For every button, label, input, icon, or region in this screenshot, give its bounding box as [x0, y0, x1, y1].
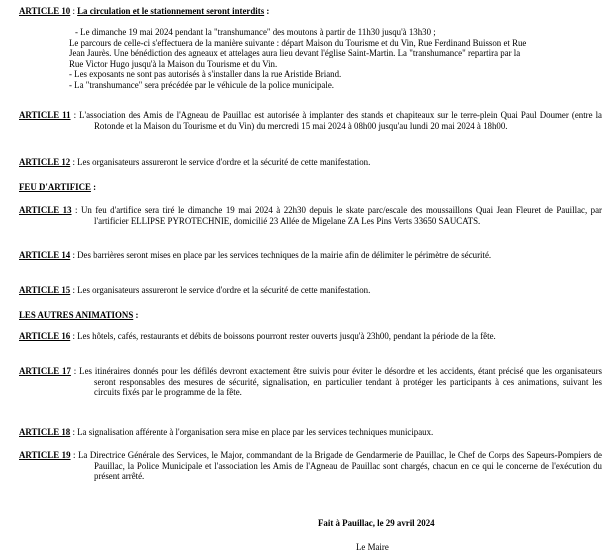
- list-item: Le parcours de celle-ci s'effectuera de la manière suivante : départ Maison du Tourisme et du Vin, Rue Ferdinand Buisson et Rue Jean Jaurès. Une bénédiction des agneaux et attelages aura lieu devant l'église Saint-Martin. La "transhumance" repartira par la Rue Victor Hugo jusqu'à la Maison du Tourisme et du Vin.: [69, 37, 527, 69]
- article-text: : Les hôtels, cafés, restaurants et débits de boissons pourront rester ouverts jusqu'à 23h00, pendant la période de la fête.: [70, 331, 496, 341]
- article-label: ARTICLE 13: [19, 205, 72, 215]
- article-label: ARTICLE 11: [19, 110, 71, 120]
- article-text: : Un feu d'artifice sera tiré le dimanche 19 mai 2024 à 22h30 depuis le skate parc/escale des moussaillons Quai Jean Fleuret de Pauillac, par l'artificier ELLIPSE PYROTECHNIE, domicilié 23 Allée de Migelane ZA Les Pins Verts 33650 SAUCATS.: [71, 205, 602, 226]
- article-11: [19, 110, 602, 131]
- list-item: - Les exposants ne sont pas autorisés à s'installer dans la rue Aristide Briand.: [69, 69, 342, 80]
- article-16: [19, 331, 602, 342]
- list-item: - La "transhumance" sera précédée par le véhicule de la police municipale.: [69, 79, 334, 90]
- article-label: ARTICLE 12: [19, 157, 71, 167]
- article-text: : Les organisateurs assureront le service d'ordre et la sécurité de cette manifestation.: [70, 285, 371, 295]
- article-15: [19, 285, 602, 296]
- article-14: [19, 250, 602, 261]
- article-text: : La Directrice Générale des Services, le Major, commandant de la Brigade de Gendarmerie de Pauillac, le Chef de Corps des Sapeurs-Pompiers de Pauillac, la Police Municipale et l'association les Amis de l'Agneau de Pauillac sont chargés, chacun en ce qui le concerne de l'exécution du présent arrêté.: [70, 450, 602, 482]
- list-item: - Le dimanche 19 mai 2024 pendant la "transhumance" des moutons à partir de 11h30 jusqu'à 13h30 ;: [75, 27, 436, 37]
- article-label: ARTICLE 16: [19, 331, 71, 341]
- article-label: ARTICLE 10: [19, 6, 71, 16]
- article-text: : Des barrières seront mises en place par les services techniques de la mairie afin de délimiter le périmètre de sécurité.: [70, 250, 492, 260]
- article-label: ARTICLE 17: [19, 366, 71, 376]
- article-label: ARTICLE 19: [19, 450, 71, 460]
- section-heading-fireworks: FEU D'ARTIFICE :: [19, 182, 97, 192]
- article-19: [19, 450, 602, 482]
- article-13: [19, 205, 602, 226]
- article-label: ARTICLE 15: [19, 285, 71, 295]
- article-12: [19, 157, 602, 168]
- article-17: [19, 366, 602, 398]
- article-title: La circulation et le stationnement seront interdits: [77, 6, 265, 16]
- section-heading-animations: LES AUTRES ANIMATIONS :: [19, 310, 139, 320]
- article-18: [19, 427, 602, 438]
- signature-place-date: Fait à Pauillac, le 29 avril 2024: [318, 518, 435, 528]
- article-label: ARTICLE 18: [19, 427, 71, 437]
- article-label: ARTICLE 14: [19, 250, 71, 260]
- article-10-heading: ARTICLE 10 : La circulation et le stationnement seront interdits :: [19, 6, 270, 16]
- signature-title: Le Maire: [356, 542, 389, 552]
- article-text: : Les itinéraires donnés pour les défilés devront exactement être suivis pour éviter le désordre et les accidents, étant précisé que les organisateurs seront responsables des mesures de sécurité, signalisation, en particulier tendant à protéger les participants à ces animations, suivant les circuits fixés par le programme de la fête.: [70, 366, 602, 398]
- article-text: : Les organisateurs assureront le service d'ordre et la sécurité de cette manifestation.: [70, 157, 371, 167]
- article-10-list: [69, 27, 530, 91]
- article-text: : L'association des Amis de l'Agneau de Pauillac est autorisée à implanter des stands et chapiteaux sur le terre-plein Quai Paul Doumer (entre la Rotonde et la Maison du Tourisme et du Vin) du mercredi 15 mai 2024 à 08h00 jusqu'au lundi 20 mai 2024 à 18h00.: [70, 110, 602, 131]
- article-text: : La signalisation afférente à l'organisation sera mise en place par les services techniques municipaux.: [70, 427, 434, 437]
